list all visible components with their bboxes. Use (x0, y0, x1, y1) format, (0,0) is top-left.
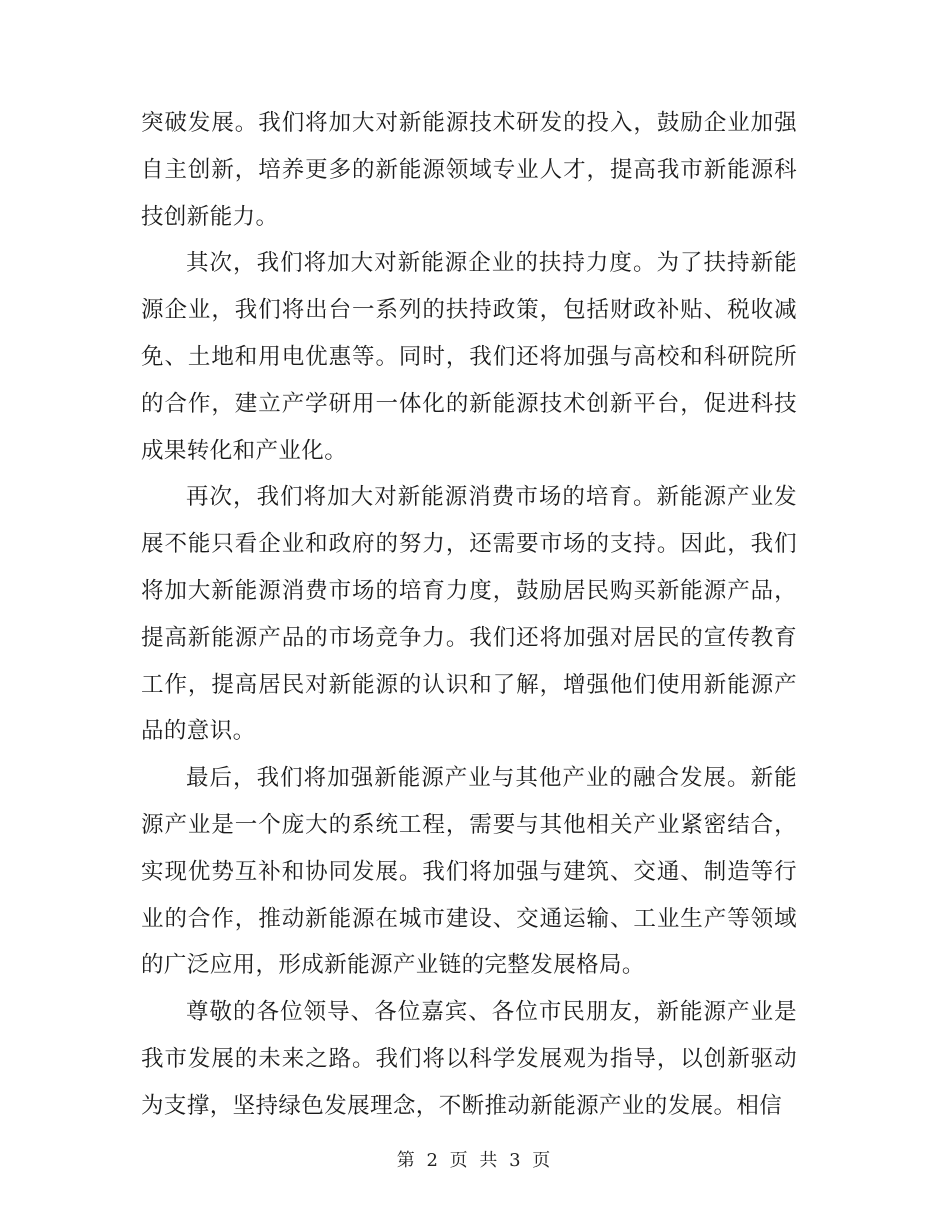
paragraph-4: 最后，我们将加强新能源产业与其他产业的融合发展。新能源产业是一个庞大的系统工程，需要与其他相关产业紧密结合，实现优势互补和协同发展。我们将加强与建筑、交通、制造等行业的合作，推动新能源在城市建设、交通运输、工业生产等领域的广泛应用，形成新能源产业链的完整发展格局。 (141, 765, 797, 979)
paragraph-5: 尊敬的各位领导、各位嘉宾、各位市民朋友，新能源产业是我市发展的未来之路。我们将以科学发展观为指导，以创新驱动为支撑，坚持绿色发展理念，不断推动新能源产业的发展。相信 (141, 999, 797, 1119)
document-body (141, 100, 797, 1130)
paragraph-3: 再次，我们将加大对新能源消费市场的培育。新能源产业发展不能只看企业和政府的努力，还需要市场的支持。因此，我们将加大新能源消费市场的培育力度，鼓励居民购买新能源产品，提高新能源产品的市场竞争力。我们还将加强对居民的宣传教育工作，提高居民对新能源的认识和了解，增强他们使用新能源产品的意识。 (141, 484, 797, 745)
paragraph-1: 突破发展。我们将加大对新能源技术研发的投入，鼓励企业加强自主创新，培养更多的新能源领域专业人才，提高我市新能源科技创新能力。 (141, 110, 797, 230)
page-number-footer: 第 2 页 共 3 页 (396, 1150, 554, 1171)
paragraph-2: 其次，我们将加大对新能源企业的扶持力度。为了扶持新能源企业，我们将出台一系列的扶持政策，包括财政补贴、税收减免、土地和用电优惠等。同时，我们还将加强与高校和科研院所的合作，建立产学研用一体化的新能源技术创新平台，促进科技成果转化和产业化。 (141, 250, 797, 464)
